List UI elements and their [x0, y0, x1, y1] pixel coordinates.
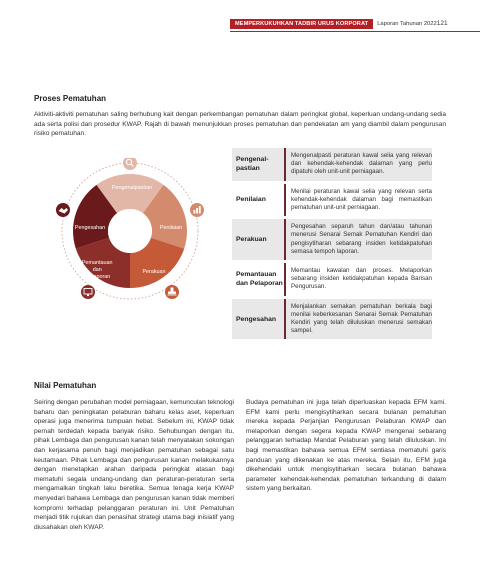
intro-paragraph: Aktiviti-aktiviti pematuhan saling berhubung kait dengan perkembangan pematuhan dalam peringkat global, keperluan undang-undang sedia ada serta polisi dan prosedur KWAP. Rajah di bawah menunjukkan proses pematuhan dan pendekatan am yang diambil dalam pengurusan risiko pematuhan. — [34, 111, 446, 138]
process-description: Menilai peraturan kawal selia yang relevan serta kehendak-kehendak dalaman bagi memastikan pematuhan unit-unit perniagaan. — [284, 184, 432, 217]
process-description: Menjalankan semakan pematuhan berkala bagi menilai keberkesanan Senarai Semak Pematuhan Kendiri yang telah diluluskan menerusi semakan sampel. — [284, 299, 432, 340]
segment-label-pemantauan: Pemantauan dan Pelaporan — [81, 260, 113, 280]
nilai-column-2: Budaya pematuhan ini juga telah diperluaskan kepada EFM kami. EFM kami perlu mengisytiharkan secara bulanan pematuhan mereka kepada Perjanjian Pengurusan Pelaburan KWAP dan melaporkan dengan segera kepada KWAP mengenai sebarang pelanggaran terhadap Mandat Pelaburan yang telah diluluskan. Ini bagi memastikan bahawa semua EFM sentiasa mematuhi garis panduan yang dikenakan ke atas mereka. Selain itu, EFM juga dikehendaki untuk mengisytiharkan secara bulanan bahawa parameter kehendak-kehendak pematuhan terkandung di dalam sistem yang berkaitan. — [246, 399, 446, 493]
process-label: Perakuan — [232, 219, 284, 260]
process-table — [232, 148, 432, 342]
section-title-proses: Proses Pematuhan — [34, 94, 107, 103]
section-tag: MEMPERKUKUHKAN TADBIR URUS KORPORAT — [230, 19, 373, 29]
cycle-center — [108, 209, 152, 253]
process-label: Pemantauan dan Pelaporan — [232, 263, 284, 296]
process-description: Mengenalpasti peraturan kawal selia yang relevan dan kehendak-kehendak dalaman yang perlu dipatuhi oleh unit-unit perniagaan. — [284, 148, 432, 181]
section-title-nilai: Nilai Pematuhan — [34, 381, 97, 390]
process-label: Pengenal-pastian — [232, 148, 284, 181]
segment-label-pengesahan: Pengesahan — [74, 225, 106, 231]
segment-label-perakuan: Perakuan — [142, 269, 166, 275]
chart-icon — [190, 203, 204, 217]
segment-label-pengenalpastian: Pengenalpastian — [111, 185, 153, 191]
process-row — [232, 263, 432, 296]
magnifier-icon — [123, 158, 137, 170]
process-label: Penilaian — [232, 184, 284, 217]
page-header — [230, 17, 480, 30]
report-title: Laporan Tahunan 2022 — [377, 20, 437, 27]
process-row — [232, 148, 432, 181]
nilai-column-1: Seiring dengan perubahan model perniagaan, kemunculan teknologi baharu dan peningkatan pelaburan baharu kelas aset, keperluan operasi juga menerima tumpuan hebat. Sebelum ini, KWAP tidak pernah terdedah kepada banyak risiko. Sehubungan dengan itu, pihak Lembaga dan pengurusan kanan telah menyatakan sokongan dan kerjasama penuh bagi menjadikan pematuhan sebagai satu keutamaan. Pihak Lembaga dan pengurusan kanan melakukannya dengan menetapkan arahan daripada peringkat atasan bagi mematuhi segala undang-undang dan peraturan-peraturan serta mengamalkan tingkah laku beretika. Semua tenaga kerja KWAP menyedari bahawa Lembaga dan pengurusan kanan tidak memberi kompromi terhadap pelanggaran peraturan ini. Unit Pematuhan menjadi titik rujukan dan penasihat strategi utama bagi inisiatif yang diusahakan oleh KWAP. — [34, 399, 234, 531]
process-row — [232, 299, 432, 340]
compliance-cycle-diagram — [40, 158, 220, 308]
segment-label-penilaian: Penilaian — [159, 225, 183, 231]
process-description: Pengesahan separuh tahun dan/atau tahunan menerusi Senarai Semak Pematuhan Kendiri dan pengisytiharan sebarang insiden ketidakpatuhan semasa tempoh laporan. — [284, 219, 432, 260]
process-description: Memantau kawalan dan proses. Melaporkan sebarang insiden ketidakpatuhan kepada Barisan Pengurusan. — [284, 263, 432, 296]
process-row — [232, 184, 432, 217]
monitor-icon — [81, 285, 95, 299]
header-rule — [230, 31, 480, 32]
page-number: 121 — [436, 20, 448, 27]
stamp-icon — [165, 285, 179, 299]
process-row — [232, 219, 432, 260]
process-label: Pengesahan — [232, 299, 284, 340]
handshake-icon — [56, 203, 70, 217]
